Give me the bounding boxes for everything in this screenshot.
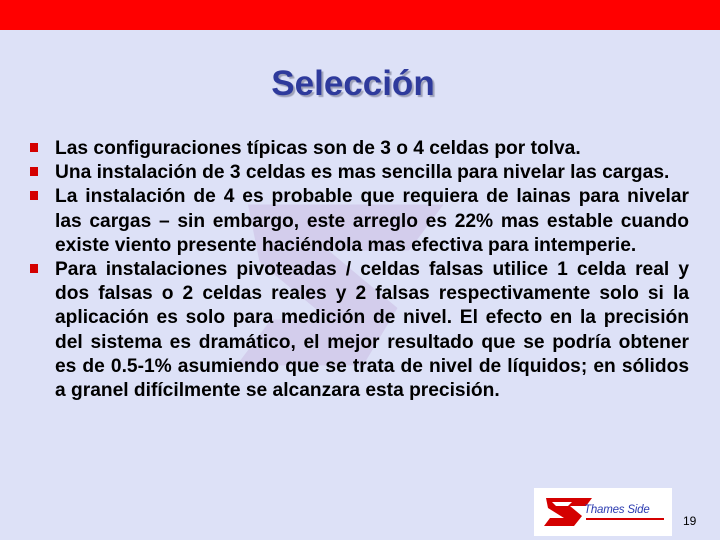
page-number: 19	[683, 514, 697, 528]
top-red-bar	[0, 0, 720, 30]
logo-text: Thames Side	[584, 504, 650, 516]
bullet-text: La instalación de 4 es probable que requiera de lainas para nivelar las cargas – sin embargo, este arreglo es 22% mas estable cuando existe viento presente haciéndola mas efectiva para intemperie.	[55, 186, 689, 256]
bullet-item	[28, 258, 689, 403]
bullet-item	[28, 137, 689, 161]
square-bullet-icon	[30, 191, 38, 200]
bullet-list	[28, 137, 689, 403]
logo-underline	[586, 518, 664, 520]
bullet-text: Las configuraciones típicas son de 3 o 4 celdas por tolva.	[55, 138, 581, 159]
bullet-text: Para instalaciones pivoteadas / celdas falsas utilice 1 celda real y dos falsas o 2 celdas reales y 2 falsas respectivamente solo si la aplicación es solo para medición de nivel. El efecto en la precisión del sistema es dramático, el mejor resultado que se podría obtener es de 0.5-1% asumiendo que se trata de nivel de líquidos; en sólidos a granel difícilmente se alcanzara esta precisión.	[55, 259, 689, 402]
square-bullet-icon	[30, 167, 38, 176]
bullet-item	[28, 161, 689, 185]
bullet-text: Una instalación de 3 celdas es mas sencilla para nivelar las cargas.	[55, 162, 670, 184]
company-logo	[534, 488, 672, 536]
square-bullet-icon	[30, 264, 38, 273]
slide-title: Selección	[271, 64, 435, 103]
square-bullet-icon	[30, 143, 38, 152]
bullet-item	[28, 185, 689, 258]
